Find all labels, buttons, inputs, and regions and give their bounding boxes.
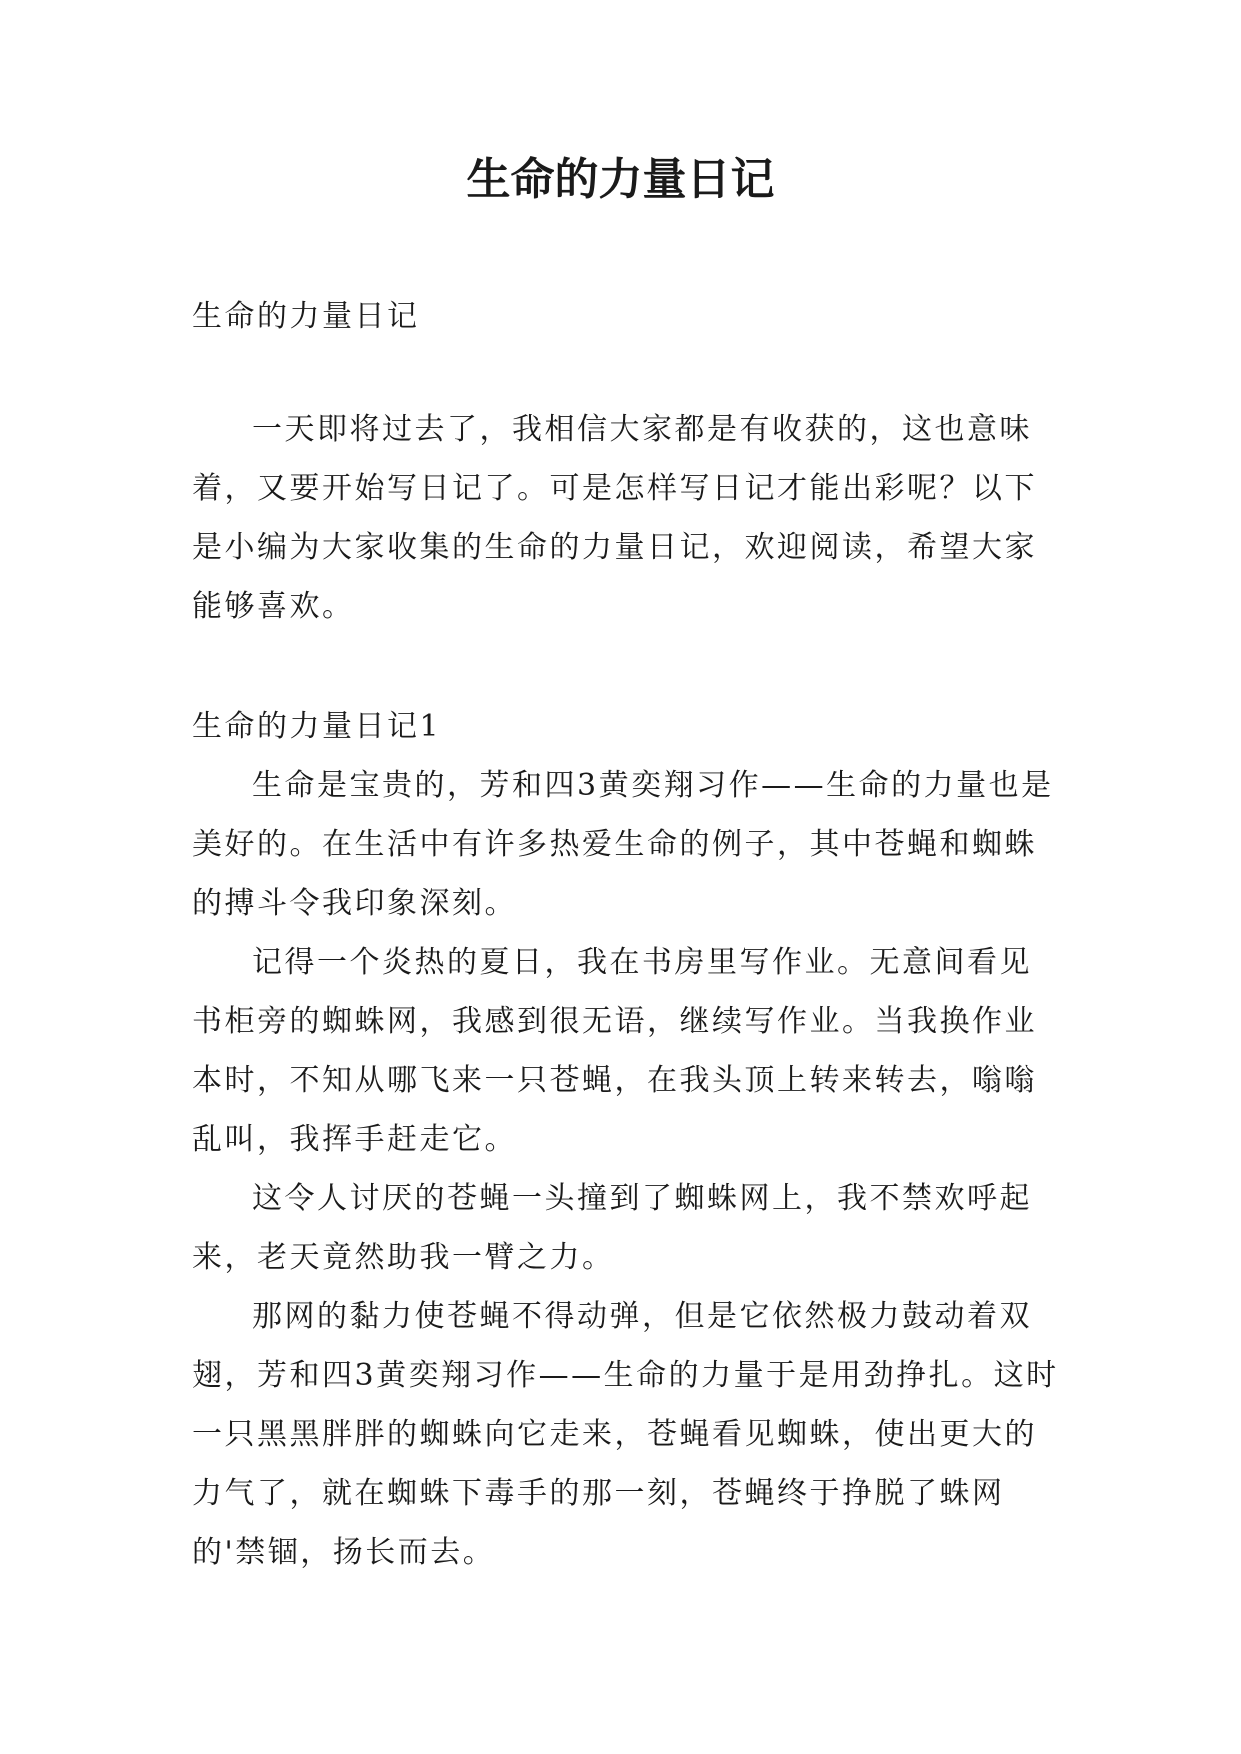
intro-paragraph: 一天即将过去了，我相信大家都是有收获的，这也意味着，又要开始写日记了。可是怎样写日记才能出彩呢？以下是小编为大家收集的生命的力量日记，欢迎阅读，希望大家能够喜欢。 bbox=[192, 412, 1037, 624]
body-paragraph: 生命是宝贵的，芳和四3黄奕翔习作——生命的力量也是美好的。在生活中有许多热爱生命的例子，其中苍蝇和蜘蛛的搏斗令我印象深刻。 bbox=[192, 768, 1054, 921]
section-heading: 生命的力量日记1 bbox=[192, 709, 442, 744]
body-paragraph: 记得一个炎热的夏日，我在书房里写作业。无意间看见书柜旁的蜘蛛网，我感到很无语，继续写作业。当我换作业本时，不知从哪飞来一只苍蝇，在我头顶上转来转去，嗡嗡乱叫，我挥手赶走它。 bbox=[192, 945, 1037, 1157]
document-title: 生命的力量日记 bbox=[466, 154, 775, 205]
diary-entry-1 bbox=[192, 697, 1062, 1582]
body-paragraph: 这令人讨厌的苍蝇一头撞到了蜘蛛网上，我不禁欢呼起来，老天竟然助我一臂之力。 bbox=[192, 1181, 1032, 1275]
document-subtitle: 生命的力量日记 bbox=[192, 299, 420, 334]
body-paragraph: 那网的黏力使苍蝇不得动弹，但是它依然极力鼓动着双翅，芳和四3黄奕翔习作——生命的力量于是用劲挣扎。这时一只黑黑胖胖的蜘蛛向它走来，苍蝇看见蜘蛛，使出更大的力气了，就在蜘蛛下毒手的那一刻，苍蝇终于挣脱了蛛网的'禁锢，扬长而去。 bbox=[192, 1299, 1059, 1570]
